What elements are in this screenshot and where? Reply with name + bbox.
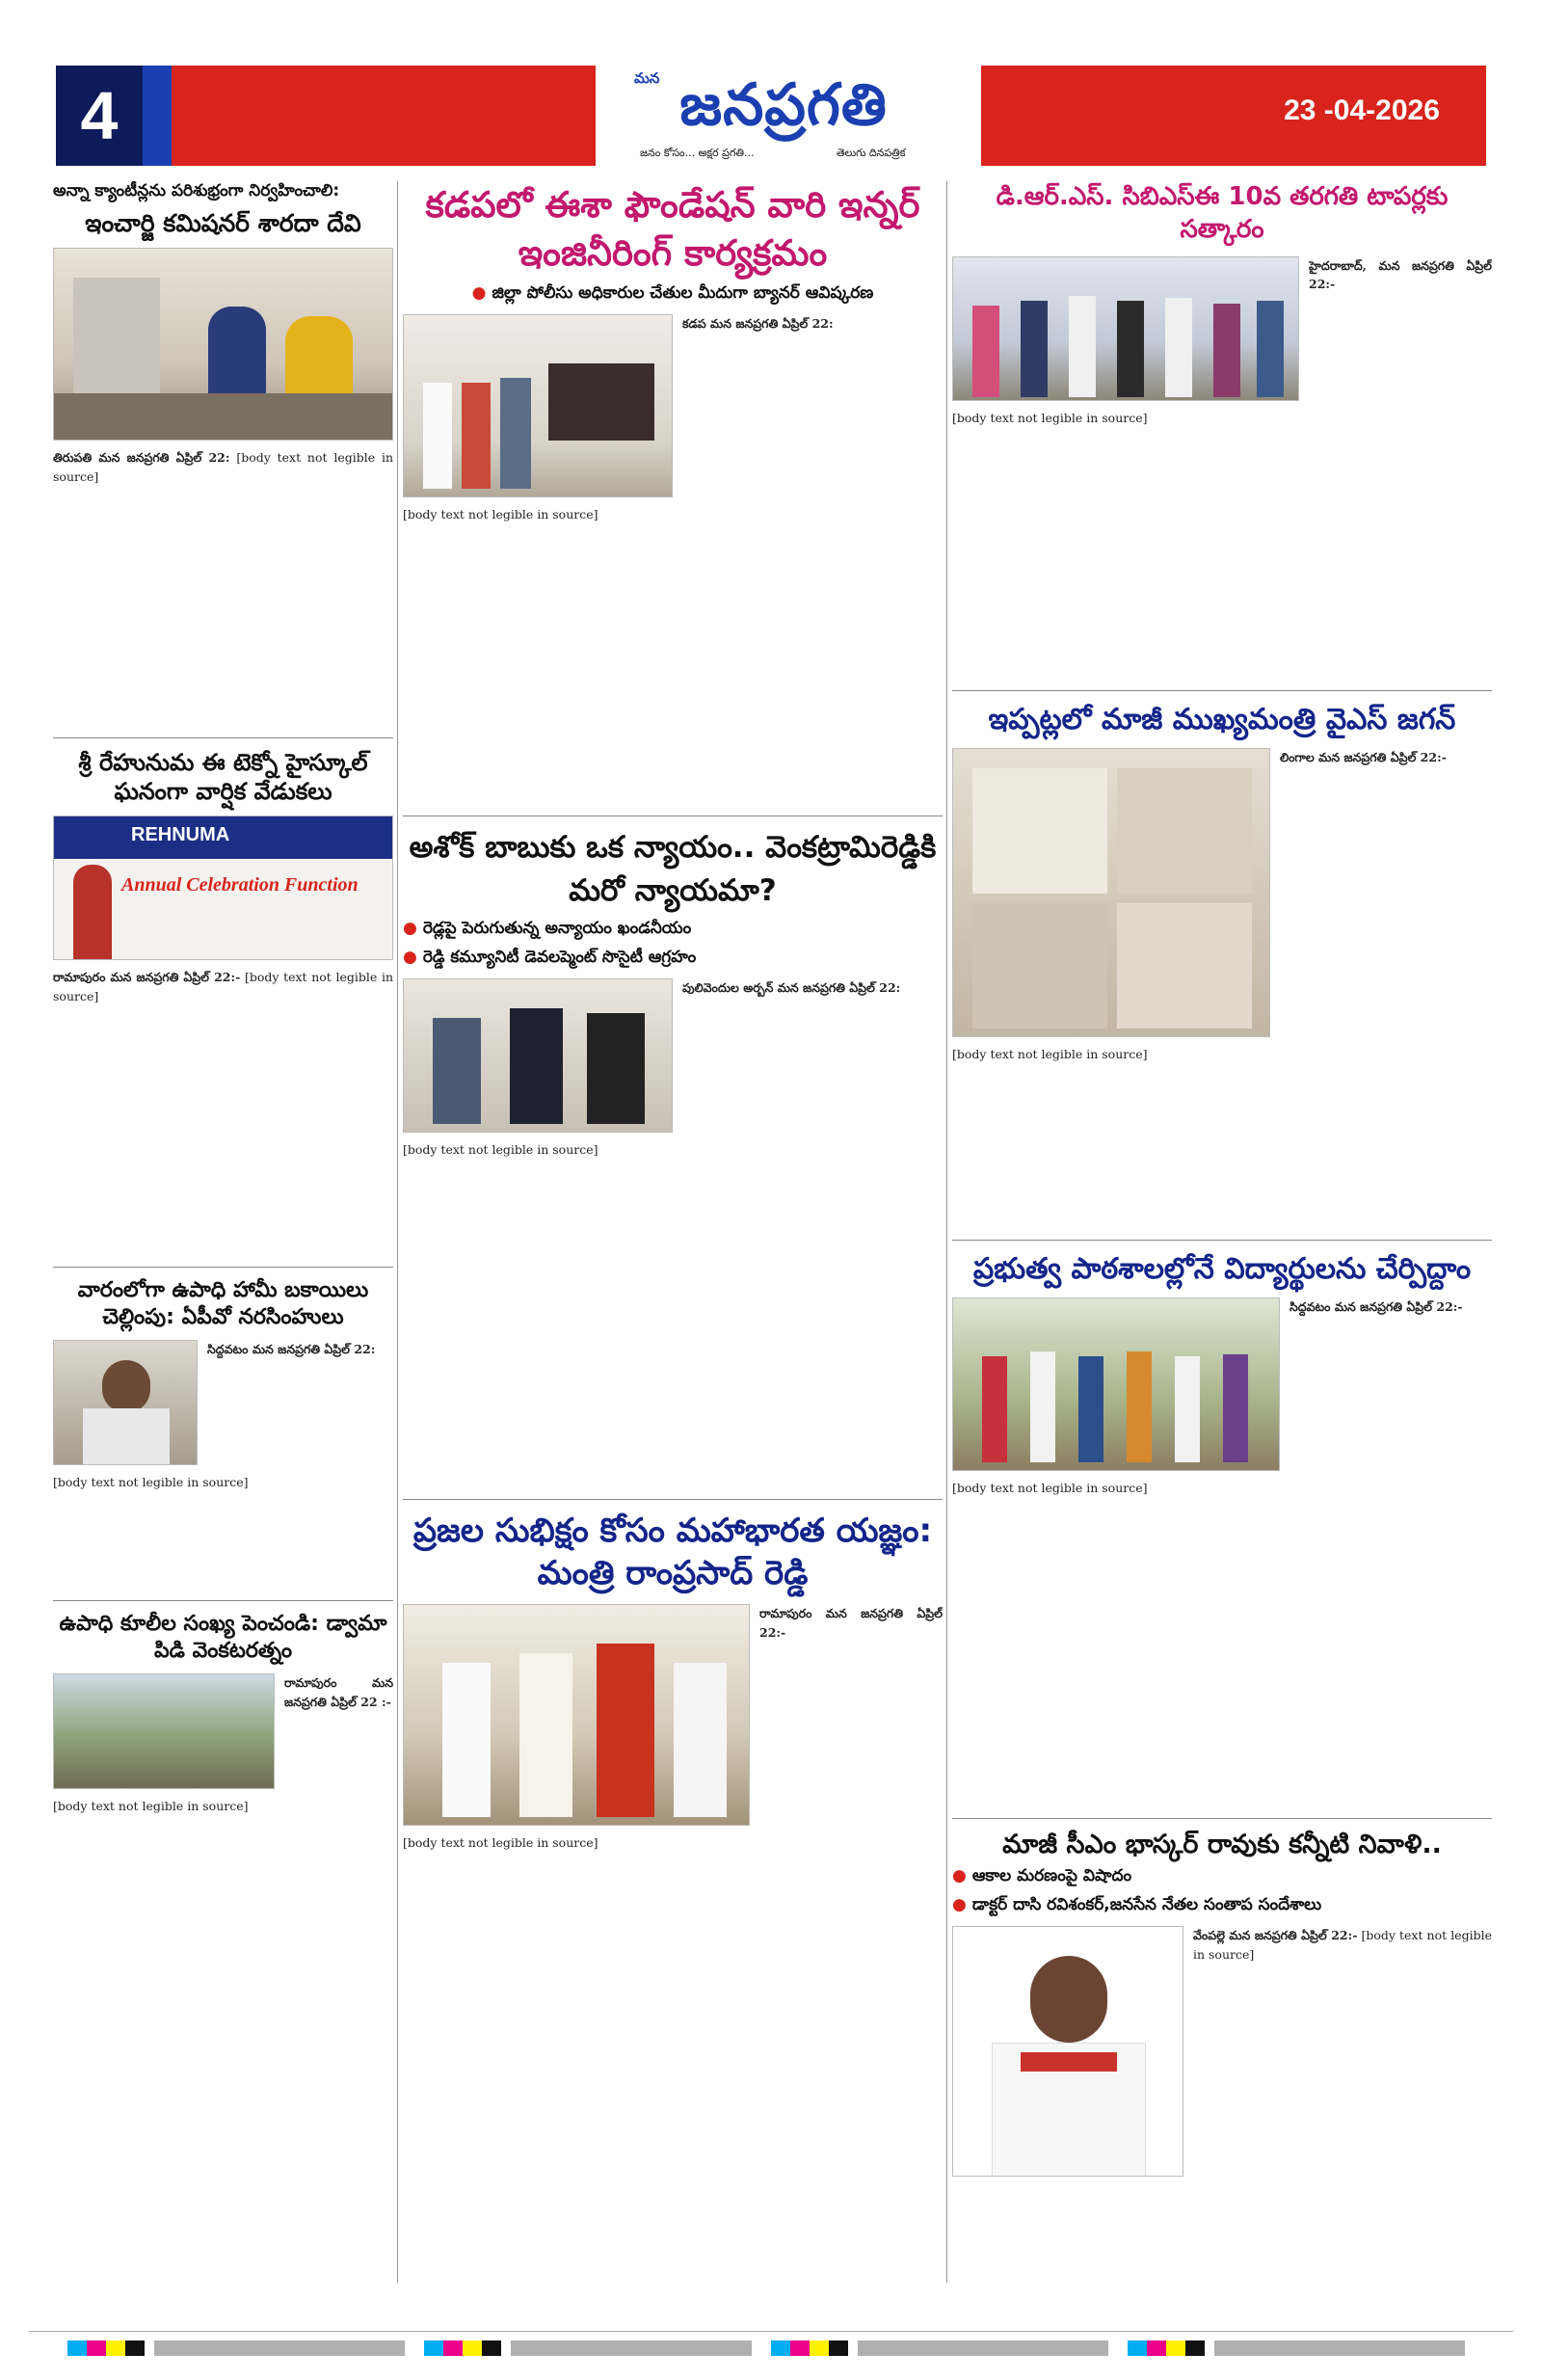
banner-school-name: REHNUMA xyxy=(131,824,230,846)
story-bullet: ● జిల్లా పోలీసు అధికారుల చేతుల మీదుగా బ్యానర్ ఆవిష్కరణ xyxy=(403,283,943,307)
masthead xyxy=(56,66,1486,166)
story-byline: లింగాల మన జనప్రగతి ఏప్రిల్ 22:- xyxy=(1280,749,1447,764)
issue-date: 23 -04-2026 xyxy=(1284,94,1440,126)
story-bullet: ● రెడ్లపై పెరుగుతున్న అన్యాయం ఖండనీయం xyxy=(403,919,943,942)
story-headline: ఉపాధి కూలీల సంఖ్య పెంచండి: డ్వామా పిడి వెంకటరత్నం xyxy=(59,1612,387,1663)
right-column xyxy=(952,181,1492,2283)
story-bullet: ● రెడ్డి కమ్యూనిటీ డెవలప్మెంట్ సొసైటీ ఆగ్రహం xyxy=(403,948,943,971)
story-body: [body text not legible in source] xyxy=(403,1141,598,1157)
story-body: [body text not legible in source] xyxy=(53,1475,249,1490)
story-byline: రామాపురం మన జనప్రగతి ఏప్రిల్ 22 :- xyxy=(284,1675,393,1709)
story-body: [body text not legible in source] xyxy=(403,506,598,521)
column-divider xyxy=(946,181,947,2283)
story-byline: సిద్దవటం మన జనప్రగతి ఏప్రిల్ 22:- xyxy=(1289,1298,1463,1314)
story-byline: పులివెందుల అర్బన్ మన జనప్రగతి ఏప్రిల్ 22: xyxy=(682,979,901,995)
school-event-photo xyxy=(53,816,393,960)
workers-photo xyxy=(53,1673,275,1789)
story-byline: వేంపల్లె మన జనప్రగతి ఏప్రిల్ 22:- xyxy=(1193,1928,1358,1943)
middle-column xyxy=(403,181,943,2283)
tagline: జనం కోసం... అక్షర ప్రగతి... xyxy=(640,147,755,159)
banner-event-name: Annual Celebration Function xyxy=(121,874,359,896)
print-color-bar xyxy=(29,2340,1513,2356)
story-divider xyxy=(53,737,393,738)
toppers-felicitation-photo xyxy=(952,256,1299,401)
story-byline: రామాపురం మన జనప్రగతి ఏప్రిల్ 22:- xyxy=(759,1606,943,1640)
story-headline: ప్రభుత్వ పాఠశాలల్లోనే విద్యార్థులను చేర్పిద్దాం xyxy=(972,1251,1472,1286)
story-headline: శ్రీ రేహునుమ ఈ టెక్నో హైస్కూల్ ఘనంగా వార్షిక వేడుకలు xyxy=(78,749,368,806)
story-headline: అశోక్ బాబుకు ఒక న్యాయం.. వెంకట్రామిరెడ్డికి మరో న్యాయమా? xyxy=(409,829,937,908)
press-meet-photo xyxy=(403,978,673,1133)
story-divider xyxy=(403,1499,943,1500)
masthead-red-band-left xyxy=(172,66,634,166)
story-kicker: అన్నా క్యాంటీన్లను పరిశుభ్రంగా నిర్వహించాలి: xyxy=(53,181,340,201)
column-divider xyxy=(397,181,398,2283)
story-body: [body text not legible in source] xyxy=(53,1799,249,1814)
story-body: [body text not legible in source] xyxy=(53,450,393,484)
page-number: 4 xyxy=(56,66,143,166)
story-divider xyxy=(53,1267,393,1268)
story-divider xyxy=(952,1818,1492,1819)
story-byline: హైదరాబాద్, మన జనప్రగతి ఏప్రిల్ 22:- xyxy=(1309,257,1492,291)
left-column xyxy=(53,181,393,2283)
story-body: [body text not legible in source] xyxy=(1193,1928,1492,1962)
story-bullet: ● డాక్టర్ దాసి రవిశంకర్,జనసేన నేతల సంతాప సందేశాలు xyxy=(952,1895,1492,1918)
canteen-photo xyxy=(53,248,393,441)
story-headline: మాజీ సీఎం భాస్కర్ రావుకు కన్నీటి నివాళి.. xyxy=(1002,1829,1442,1859)
story-body: [body text not legible in source] xyxy=(403,1835,598,1851)
story-headline: వారంలోగా ఉపాధి హామీ బకాయిలు చెల్లింపు: ఏపీవో నరసింహులు xyxy=(77,1278,369,1329)
footer-rule xyxy=(29,2331,1513,2332)
students-enrollment-photo xyxy=(952,1297,1280,1471)
story-divider xyxy=(952,1240,1492,1241)
story-body: [body text not legible in source] xyxy=(952,1046,1148,1061)
story-body: [body text not legible in source] xyxy=(952,410,1148,425)
story-divider xyxy=(952,690,1492,691)
logo-prefix: మన xyxy=(634,69,660,87)
story-headline: ఇప్పట్లలో మాజీ ముఖ్యమంత్రి వైఎస్ జగన్ xyxy=(988,702,1456,736)
story-headline: డి.ఆర్.ఎస్. సిబిఎస్ఈ 10వ తరగతి టాపర్లకు సత్కారం xyxy=(996,182,1449,244)
newspaper-logo: జనప్రగతి xyxy=(679,71,888,139)
story-byline: సిద్దవటం మన జనప్రగతి ఏప్రిల్ 22: xyxy=(207,1342,376,1357)
isha-banner-photo xyxy=(403,314,673,497)
story-headline: కడపలో ఈశా ఫౌండేషన్ వారి ఇన్నర్ ఇంజినీరింగ్ కార్యక్రమం xyxy=(425,184,920,274)
story-body: [body text not legible in source] xyxy=(952,1480,1148,1495)
story-divider xyxy=(53,1600,393,1601)
story-headline: ఇంచార్జి కమిషనర్ శారదా దేవి xyxy=(85,209,361,237)
story-body: [body text not legible in source] xyxy=(53,970,393,1003)
apo-photo xyxy=(53,1340,198,1465)
yagnam-photo xyxy=(403,1604,750,1826)
story-byline: తిరుపతి మన జనప్రగతి ఏప్రిల్ 22: xyxy=(53,450,230,466)
tribute-portrait-photo xyxy=(952,1926,1183,2177)
story-bullet: ● ఆకాల మరణంపై విషాదం xyxy=(952,1866,1492,1889)
jagan-visit-photo xyxy=(952,748,1270,1037)
story-headline: ప్రజల సుభిక్షం కోసం మహాభారత యజ్ఞం: మంత్రి రాంప్రసాద్ రెడ్డి xyxy=(412,1511,933,1592)
story-byline: రామాపురం మన జనప్రగతి ఏప్రిల్ 22:- xyxy=(53,970,241,985)
paper-type: తెలుగు దినపత్రిక xyxy=(837,147,906,159)
story-byline: కడప మన జనప్రగతి ఏప్రిల్ 22: xyxy=(682,315,834,331)
